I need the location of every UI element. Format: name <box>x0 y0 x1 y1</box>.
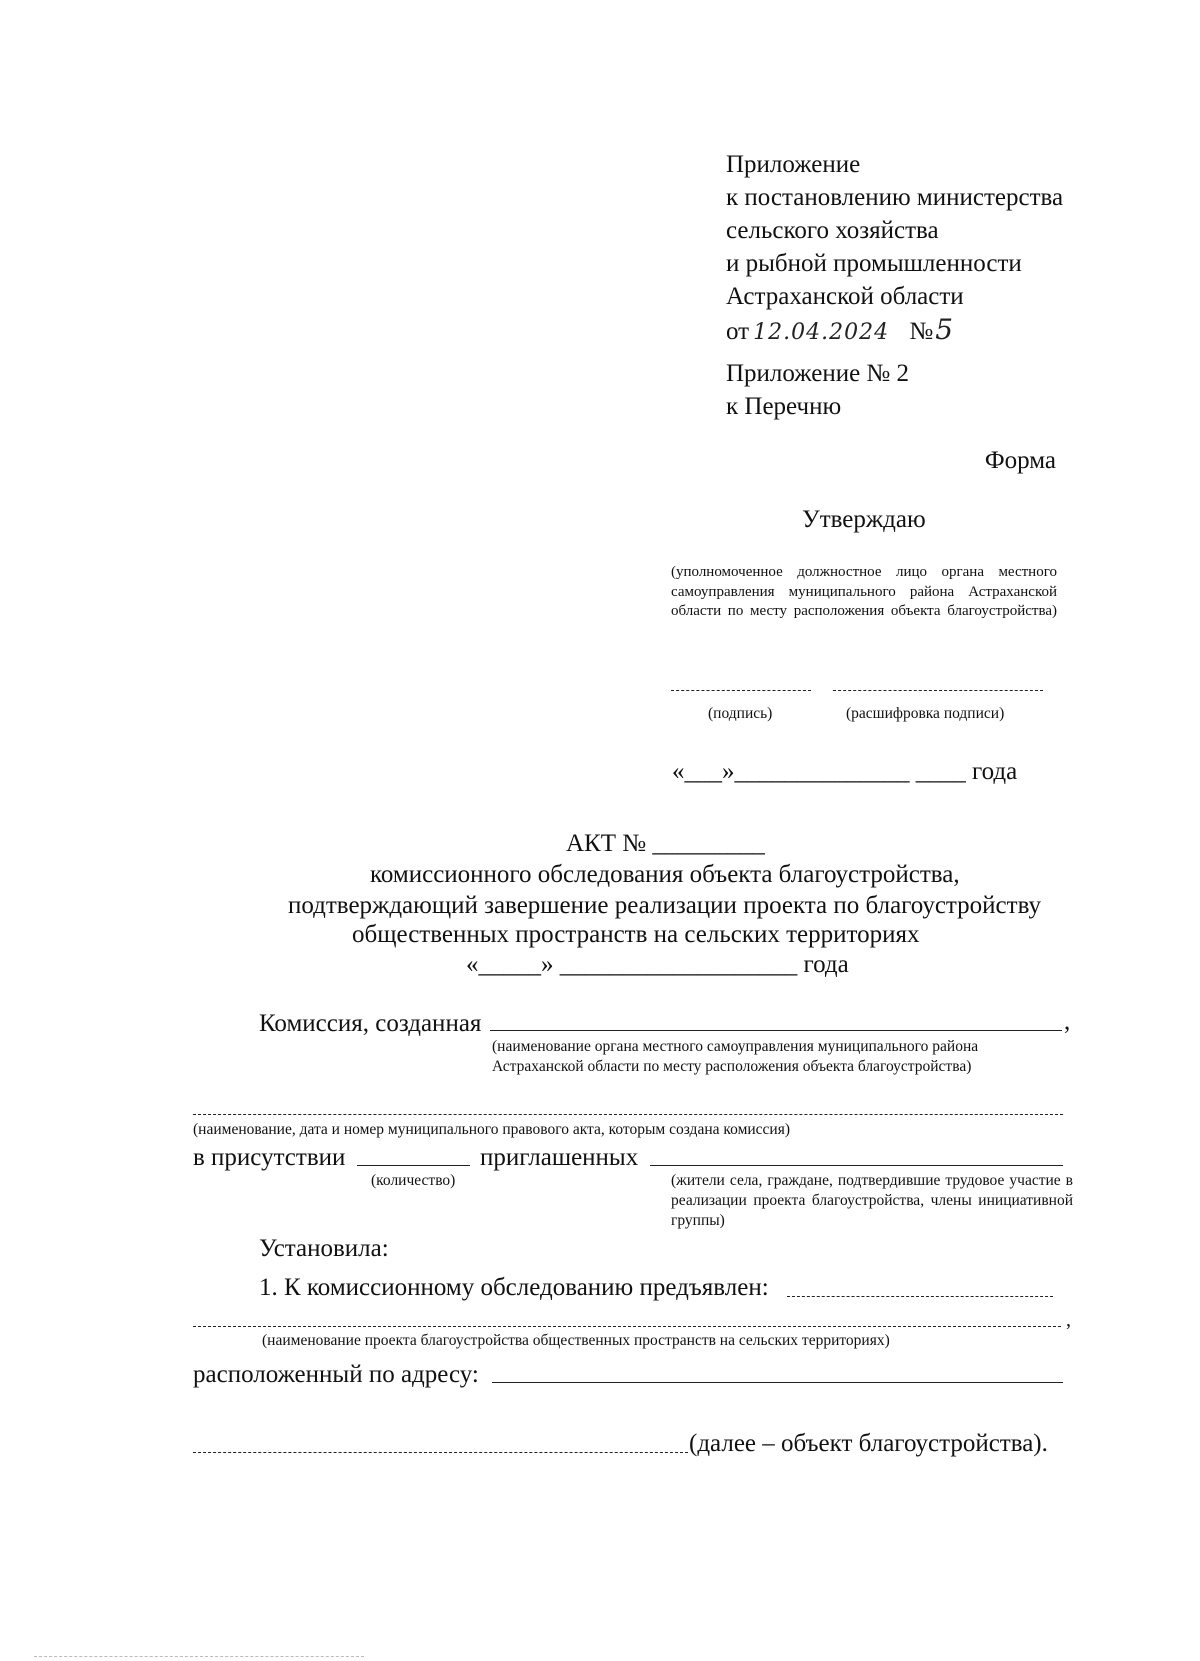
appendix-line-3: сельского хозяйства <box>726 217 939 244</box>
invited-label: приглашенных <box>480 1144 639 1171</box>
act-line-2: комиссионного обследования объекта благоустройства, <box>370 861 960 888</box>
appendix-block <box>726 148 1063 349</box>
appendix-line-2: к постановлению министерства <box>726 184 1064 211</box>
address-line-2 <box>193 1452 688 1453</box>
decoding-caption: (расшифровка подписи) <box>846 705 1005 722</box>
project-comma: , <box>1066 1309 1071 1331</box>
act-caption: (наименование, дата и номер муниципального правового акта, которым создана комиссия) <box>193 1121 791 1138</box>
decoding-line <box>833 690 1043 691</box>
handwritten-number: 5 <box>935 313 955 346</box>
established-label: Установила: <box>259 1235 389 1262</box>
act-line-3: подтверждающий завершение реализации проекта по благоустройству <box>288 892 1042 919</box>
appendix-line-1: Приложение <box>726 151 861 178</box>
quantity-line <box>357 1165 470 1166</box>
further-text: (далее – объект благоустройства). <box>689 1430 1048 1457</box>
appendix-date-line <box>726 313 1063 349</box>
commission-caption-1: (наименование органа местного самоуправления муниципального района <box>492 1038 979 1055</box>
appendix-line-5: Астраханской области <box>726 283 964 310</box>
quantity-caption: (количество) <box>371 1172 456 1189</box>
annex-line-1: Приложение № 2 <box>726 360 910 387</box>
approve-title: Утверждаю <box>802 506 926 533</box>
address-label: расположенный по адресу: <box>193 1361 479 1388</box>
approve-date-line: «___»______________ ____ года <box>672 758 1018 785</box>
act-line <box>193 1114 1063 1115</box>
act-date-line: «_____» ___________________ года <box>466 951 849 978</box>
scan-artifact-bottom <box>34 1656 364 1657</box>
appendix-line-4: и рыбной промышленности <box>726 250 1022 277</box>
signature-caption: (подпись) <box>708 705 773 722</box>
commission-label: Комиссия, созданная <box>259 1010 482 1037</box>
official-caption: (уполномоченное должностное лицо органа местного самоуправления муниципального района Астраханской области по месту расположения объекта благоустройства) <box>671 564 1057 619</box>
commission-line <box>490 1030 1062 1031</box>
address-line <box>492 1382 1063 1383</box>
item-1-text: 1. К комиссионному обследованию предъявлен: <box>259 1274 769 1301</box>
presence-label: в присутствии <box>193 1144 346 1171</box>
commission-caption-2: Астраханской области по месту расположения объекта благоустройства) <box>492 1058 972 1075</box>
project-caption: (наименование проекта благоустройства общественных пространств на сельских территориях) <box>262 1332 890 1349</box>
annex-block <box>726 357 909 423</box>
invited-caption: (жители села, граждане, подтвердившие трудовое участие в реализации проекта благоустройства, члены инициативной группы) <box>671 1172 1073 1229</box>
act-title: АКТ № _________ <box>566 830 765 857</box>
annex-line-2: к Перечню <box>726 393 842 420</box>
appendix-number-sign: № <box>909 318 934 345</box>
project-line <box>193 1326 1061 1327</box>
form-label: Форма <box>984 447 1056 474</box>
handwritten-date: 12.04.2024 <box>753 320 890 345</box>
appendix-from: от <box>726 318 750 345</box>
signature-line <box>671 690 811 691</box>
item-1-line <box>787 1296 1053 1297</box>
invited-line <box>650 1165 1063 1166</box>
commission-comma: , <box>1064 1008 1071 1035</box>
act-line-4: общественных пространств на сельских территориях <box>352 921 920 948</box>
